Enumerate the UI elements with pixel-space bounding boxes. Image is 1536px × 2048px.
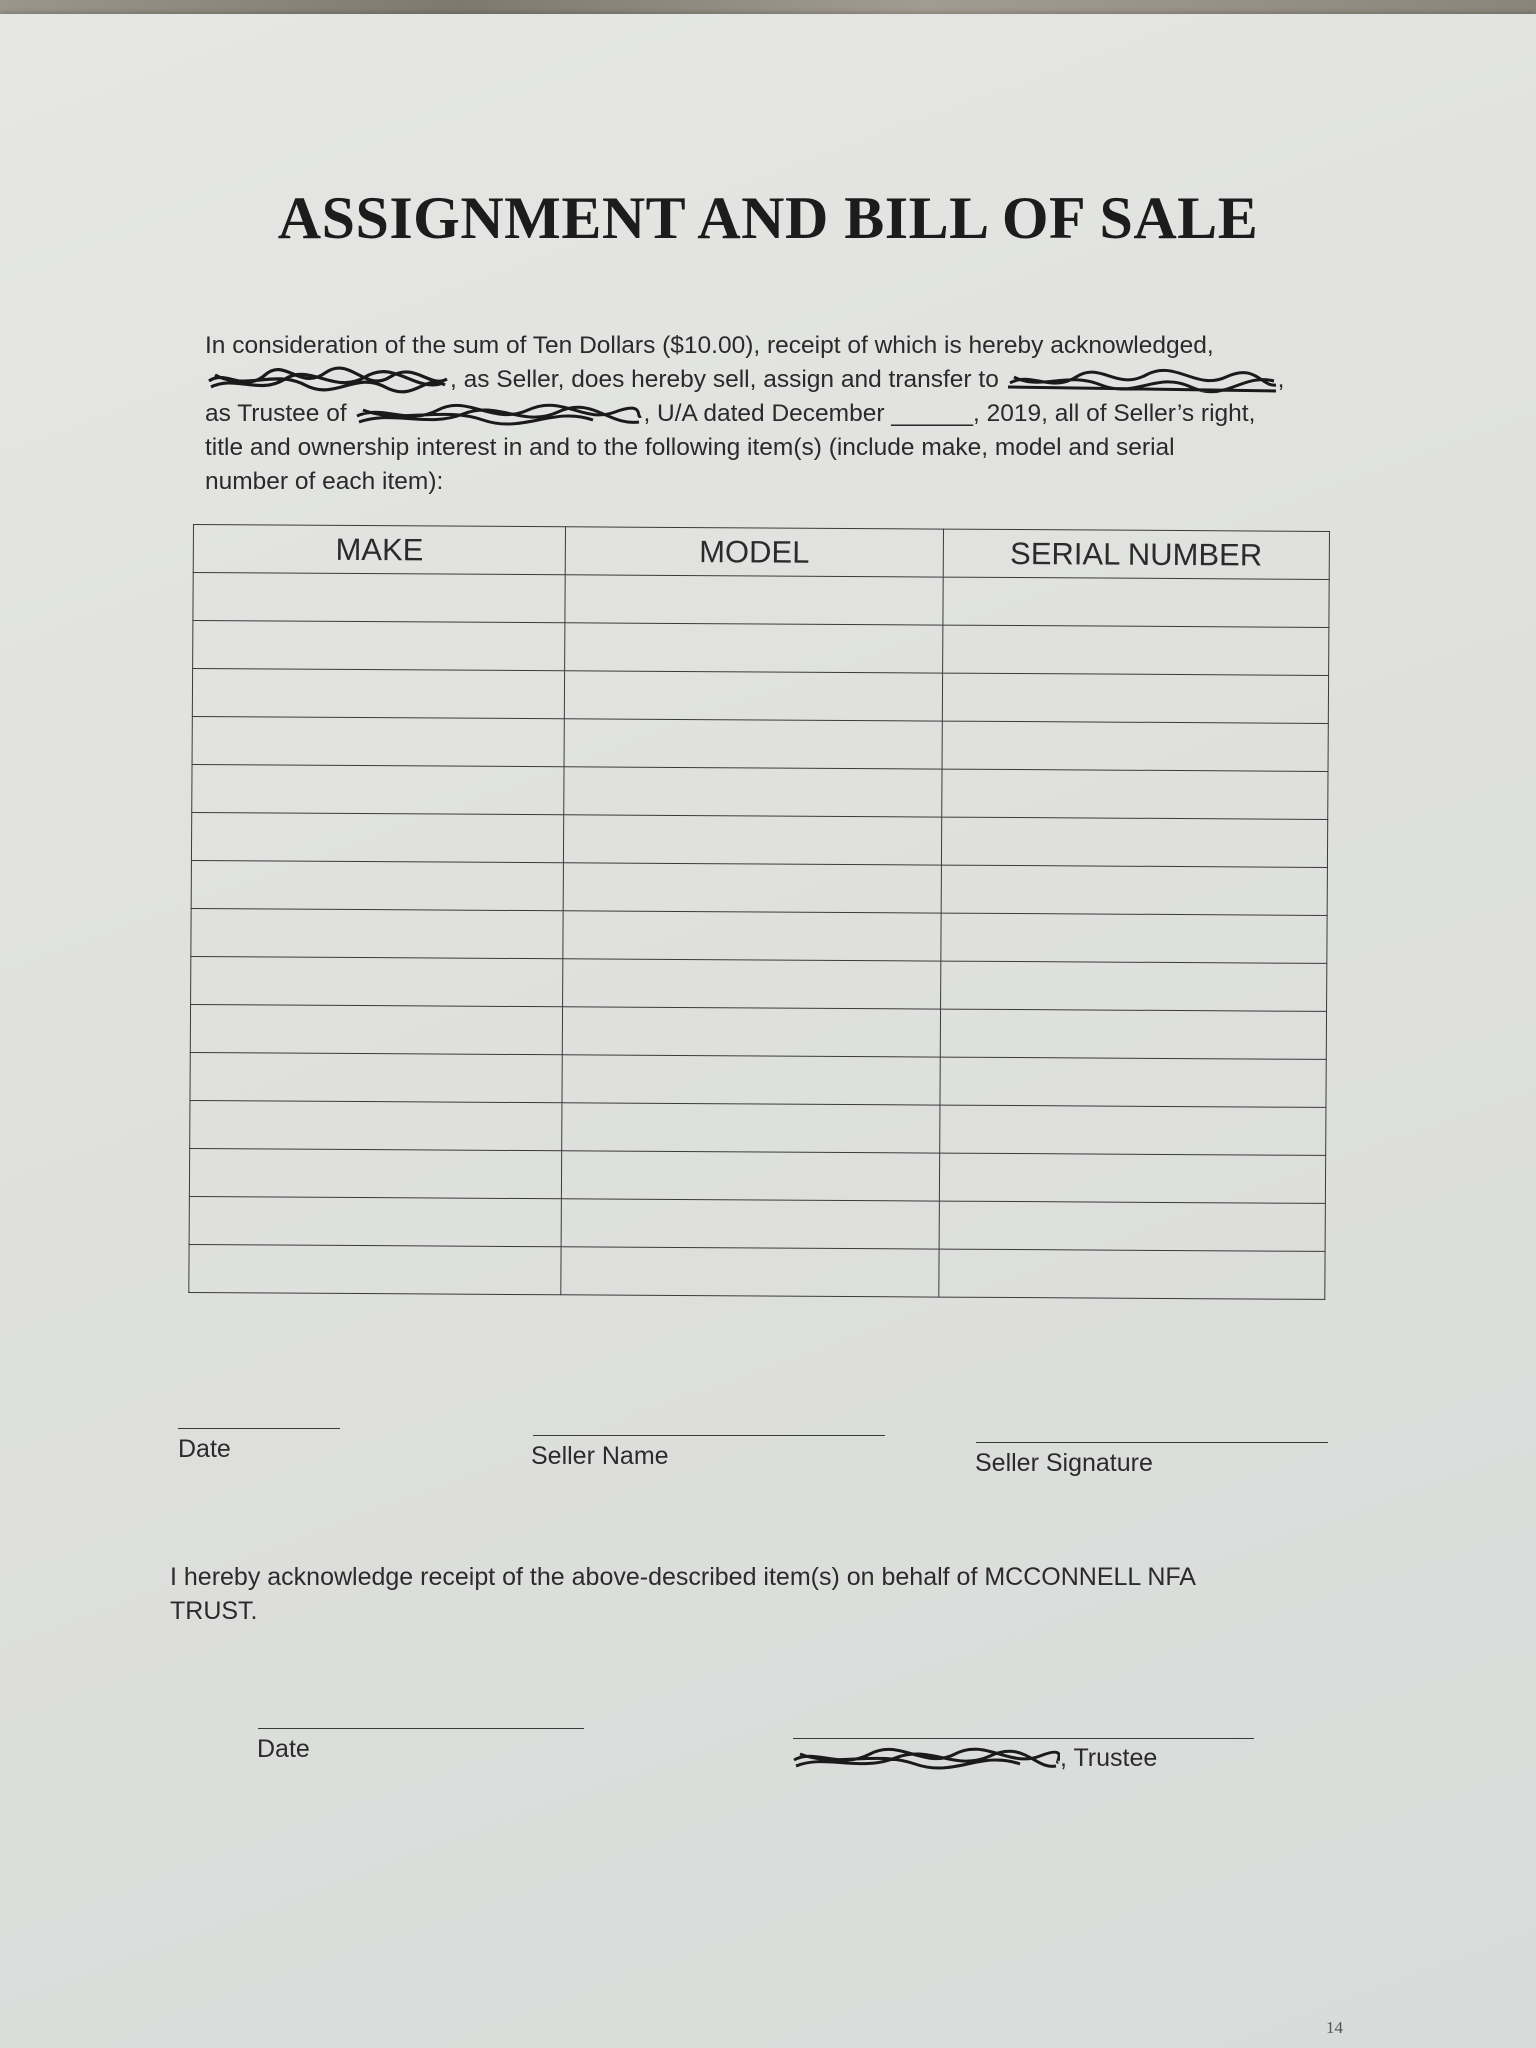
column-header-make: MAKE (193, 525, 566, 575)
page-number: 14 (1326, 2018, 1343, 2037)
model-cell[interactable] (562, 1055, 940, 1105)
make-cell[interactable] (193, 621, 566, 671)
model-cell[interactable] (564, 815, 942, 865)
paragraph-line-2-text: , as Seller, does hereby sell, assign and transfer to (450, 366, 1006, 393)
serial-number-cell[interactable] (941, 865, 1328, 915)
serial-number-cell[interactable] (940, 1009, 1327, 1059)
model-cell[interactable] (561, 1199, 939, 1249)
model-cell[interactable] (563, 959, 941, 1009)
table-row (191, 956, 1327, 1011)
items-table-header-row (193, 525, 1329, 580)
seller-signature-line[interactable] (976, 1442, 1328, 1443)
table-row (192, 716, 1328, 771)
make-cell[interactable] (190, 1004, 563, 1054)
column-header-serial-number: SERIAL NUMBER (943, 529, 1330, 579)
table-row (191, 908, 1327, 963)
table-row (189, 1148, 1325, 1203)
serial-number-cell[interactable] (940, 1057, 1327, 1107)
table-row (193, 621, 1329, 676)
trustee-signature-line[interactable] (793, 1738, 1254, 1739)
buyer-name-redaction (1006, 365, 1278, 397)
document-page (0, 14, 1536, 2048)
table-row (190, 1100, 1326, 1155)
model-cell[interactable] (562, 1103, 940, 1153)
seller-date-label: Date (178, 1435, 231, 1463)
acknowledgement-paragraph (170, 1560, 1320, 1628)
model-cell[interactable] (563, 863, 941, 913)
serial-number-cell[interactable] (943, 577, 1330, 627)
seller-date-line[interactable] (178, 1428, 340, 1429)
make-cell[interactable] (192, 716, 565, 766)
make-cell[interactable] (191, 860, 564, 910)
model-cell[interactable] (564, 719, 942, 769)
acknowledgement-line-2: TRUST. (170, 1597, 258, 1625)
make-cell[interactable] (191, 812, 564, 862)
column-header-model: MODEL (565, 527, 943, 577)
seller-name-redaction (205, 365, 450, 397)
serial-number-cell[interactable] (942, 721, 1329, 771)
paragraph-line-2-end: , (1277, 366, 1285, 393)
table-row (190, 1052, 1326, 1107)
consideration-paragraph (205, 329, 1335, 499)
make-cell[interactable] (191, 908, 564, 958)
trust-name-redaction (353, 400, 643, 430)
table-row (191, 812, 1327, 867)
serial-number-cell[interactable] (940, 913, 1327, 963)
serial-number-cell[interactable] (942, 673, 1329, 723)
table-row (193, 573, 1329, 628)
paragraph-line-4: title and ownership interest in and to the following item(s) (include make, model and serial (205, 434, 1175, 461)
make-cell[interactable] (190, 1052, 563, 1102)
serial-number-cell[interactable] (941, 769, 1328, 819)
paragraph-line-2 (205, 363, 1335, 397)
make-cell[interactable] (193, 573, 566, 623)
seller-name-line[interactable] (533, 1435, 885, 1436)
paragraph-line-3-start: as Trustee of (205, 400, 354, 427)
model-cell[interactable] (562, 1151, 940, 1201)
serial-number-cell[interactable] (941, 817, 1328, 867)
table-row (189, 1196, 1325, 1251)
serial-number-cell[interactable] (939, 1153, 1326, 1203)
items-table-body (189, 573, 1329, 1300)
table-row (189, 1244, 1325, 1299)
model-cell[interactable] (563, 1007, 941, 1057)
model-cell[interactable] (565, 623, 943, 673)
table-row (192, 669, 1328, 724)
paragraph-line-5: number of each item): (205, 468, 444, 495)
model-cell[interactable] (563, 911, 941, 961)
paragraph-line-1: In consideration of the sum of Ten Dollars ($10.00), receipt of which is hereby acknowledged, (205, 332, 1214, 359)
paragraph-line-3-rest: , U/A dated December ______, 2019, all of Seller’s right, (643, 400, 1256, 427)
paragraph-line-3 (205, 397, 1335, 431)
model-cell[interactable] (565, 671, 943, 721)
trustee-date-label: Date (257, 1735, 310, 1763)
make-cell[interactable] (191, 956, 564, 1006)
trustee-name-redaction (790, 1744, 1060, 1774)
table-row (192, 764, 1328, 819)
make-cell[interactable] (189, 1196, 562, 1246)
seller-name-label: Seller Name (531, 1442, 669, 1470)
make-cell[interactable] (189, 1244, 562, 1294)
serial-number-cell[interactable] (939, 1105, 1326, 1155)
make-cell[interactable] (192, 764, 565, 814)
make-cell[interactable] (189, 1148, 562, 1198)
items-table (188, 524, 1330, 1300)
serial-number-cell[interactable] (938, 1249, 1325, 1299)
serial-number-cell[interactable] (942, 625, 1329, 675)
model-cell[interactable] (564, 767, 942, 817)
trustee-suffix: , Trustee (1060, 1744, 1158, 1772)
trustee-name-label (790, 1744, 1157, 1774)
model-cell[interactable] (561, 1247, 939, 1297)
make-cell[interactable] (192, 669, 565, 719)
table-row (190, 1004, 1326, 1059)
make-cell[interactable] (190, 1100, 563, 1150)
acknowledgement-line-1: I hereby acknowledge receipt of the above-described item(s) on behalf of MCCONNELL NFA (170, 1563, 1196, 1591)
serial-number-cell[interactable] (940, 961, 1327, 1011)
seller-signature-label: Seller Signature (975, 1449, 1153, 1477)
serial-number-cell[interactable] (939, 1201, 1326, 1251)
trustee-date-line[interactable] (258, 1728, 584, 1729)
table-row (191, 860, 1327, 915)
document-title: ASSIGNMENT AND BILL OF SALE (277, 185, 1259, 251)
model-cell[interactable] (565, 575, 943, 625)
